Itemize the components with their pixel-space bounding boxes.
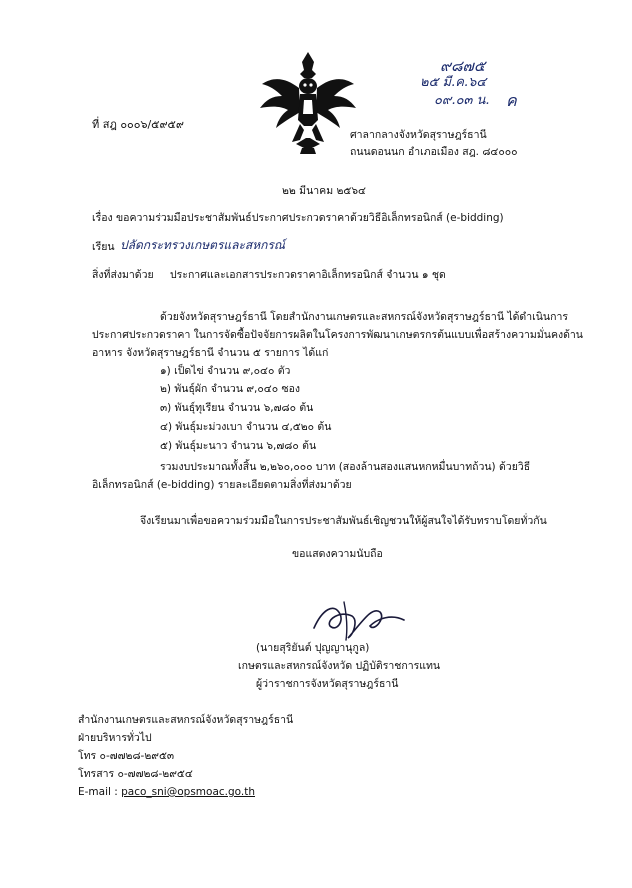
enclosure-label: สิ่งที่ส่งมาด้วย [92, 269, 154, 281]
footer-fax: โทรสาร ๐-๗๗๒๘-๒๙๕๔ [78, 768, 193, 780]
body-p2-line-1: รวมงบประมาณทั้งสิ้น ๒,๒๖๐,๐๐๐ บาท (สองล้านสองแสนหกหมื่นบาทถ้วน) ด้วยวิธี [160, 461, 531, 473]
footer-office: สำนักงานเกษตรและสหกรณ์จังหวัดสุราษฎร์ธานี [78, 714, 294, 726]
body-p3: จึงเรียนมาเพื่อขอความร่วมมือในการประชาสัมพันธ์เชิญชวนให้ผู้สนใจได้รับทราบโดยทั่วกัน [140, 515, 547, 527]
subject-label: เรื่อง [92, 212, 113, 224]
receipt-mark: ค [506, 91, 517, 110]
to-recipient: ปลัดกระทรวงเกษตรและสหกรณ์ [120, 238, 285, 252]
document-number: ที่ สฎ ๐๐๐๖/๕๙๕๙ [92, 118, 184, 131]
receipt-time: ๐๙.๐๓ น. [434, 93, 490, 108]
enclosure-text: ประกาศและเอกสารประกวดราคาอิเล็กทรอนิกส์ จำนวน ๑ ชุด [170, 269, 446, 281]
body-p1-line-1: ด้วยจังหวัดสุราษฎร์ธานี โดยสำนักงานเกษตรและสหกรณ์จังหวัดสุราษฎร์ธานี ได้ดำเนินการ [160, 311, 568, 323]
address-line-1: ศาลากลางจังหวัดสุราษฎร์ธานี [350, 129, 487, 141]
footer-email-row [78, 785, 255, 799]
garuda-emblem-icon [256, 48, 360, 156]
address-line-2: ถนนดอนนก อำเภอเมือง สฎ. ๘๔๐๐๐ [350, 146, 518, 158]
list-item: ๒) พันธุ์ผัก จำนวน ๙,๐๔๐ ซอง [160, 383, 301, 395]
list-item: ๕) พันธุ์มะนาว จำนวน ๖,๗๘๐ ต้น [160, 440, 317, 452]
subject-text: ขอความร่วมมือประชาสัมพันธ์ประกาศประกวดราคาด้วยวิธีอิเล็กทรอนิกส์ (e-bidding) [116, 212, 504, 224]
body-p1-line-3: อาหาร จังหวัดสุราษฎร์ธานี จำนวน ๕ รายการ ได้แก่ [92, 347, 329, 359]
signer-position-2: ผู้ว่าราชการจังหวัดสุราษฎร์ธานี [256, 678, 399, 690]
footer-email-label: E-mail : [78, 786, 122, 798]
footer-email-link[interactable]: paco_sni@opsmoac.go.th [121, 786, 256, 798]
signature-icon [300, 592, 418, 644]
list-item: ๔) พันธุ์มะม่วงเบา จำนวน ๔,๕๒๐ ต้น [160, 421, 332, 433]
receipt-date: ๒๕ มี.ค.๖๔ [420, 75, 487, 90]
to-label: เรียน [92, 241, 115, 253]
body-p2-line-2: อิเล็กทรอนิกส์ (e-bidding) รายละเอียดตามสิ่งที่ส่งมาด้วย [92, 479, 352, 491]
list-item: ๓) พันธุ์ทุเรียน จำนวน ๖,๗๘๐ ต้น [160, 402, 314, 414]
receipt-number: ๙๘๗๕ [440, 57, 486, 75]
signer-name: (นายสุริยันต์ ปุญญานุกูล) [256, 642, 370, 654]
letter-date: ๒๒ มีนาคม ๒๕๖๔ [282, 185, 366, 197]
body-p1-line-2: ประกาศประกวดราคา ในการจัดซื้อปัจจัยการผลิตในโครงการพัฒนาเกษตรกรต้นแบบเพื่อสร้างความมั่นคงด้าน [92, 329, 583, 341]
closing: ขอแสดงความนับถือ [292, 548, 383, 560]
list-item: ๑) เป็ดไข่ จำนวน ๙,๐๔๐ ตัว [160, 365, 291, 377]
footer-phone: โทร ๐-๗๗๒๘-๒๙๕๓ [78, 750, 175, 762]
signer-position-1: เกษตรและสหกรณ์จังหวัด ปฏิบัติราชการแทน [238, 660, 441, 672]
footer-division: ฝ่ายบริหารทั่วไป [78, 732, 152, 744]
